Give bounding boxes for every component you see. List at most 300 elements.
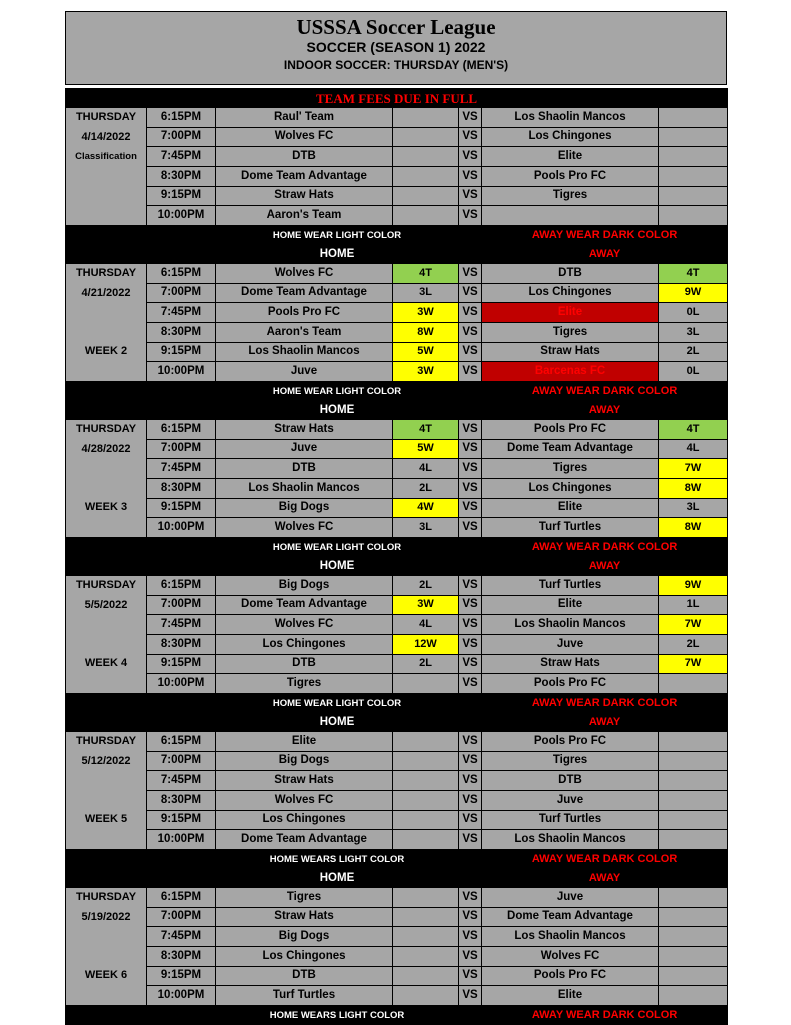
home-score [393,206,459,226]
away-heading: AWAY [482,557,728,576]
fees-banner: TEAM FEES DUE IN FULL [66,89,728,108]
game-row [66,771,728,791]
away-team: Elite [482,303,659,323]
game-row [66,186,728,206]
home-score [393,986,459,1006]
home-score: 2L [393,478,459,498]
away-team: Tigres [482,186,659,206]
away-heading: AWAY [482,713,728,732]
game-time: 9:15PM [147,186,216,206]
home-score: 12W [393,634,459,654]
away-score [659,186,728,206]
game-time: 9:15PM [147,810,216,830]
home-score: 4L [393,615,459,635]
vs-label: VS [459,907,482,927]
game-time: 10:00PM [147,206,216,226]
spacer [459,245,482,264]
home-score: 8W [393,322,459,342]
vs-label: VS [459,674,482,694]
game-time: 9:15PM [147,966,216,986]
game-row [66,362,728,382]
game-time: 6:15PM [147,732,216,752]
wear-row [66,1006,728,1025]
game-row [66,790,728,810]
home-away-row [66,401,728,420]
home-score: 2L [393,654,459,674]
vs-label: VS [459,771,482,791]
away-team: Elite [482,498,659,518]
week-day: THURSDAY [75,579,137,591]
home-score [393,674,459,694]
home-wear-note: HOME WEARS LIGHT COLOR [216,1006,459,1025]
vs-label: VS [459,420,482,440]
vs-label: VS [459,439,482,459]
home-score: 3W [393,362,459,382]
away-team: Tigres [482,751,659,771]
away-score [659,127,728,147]
away-team: Barcenas FC [482,362,659,382]
vs-label: VS [459,927,482,947]
week-date: 5/5/2022 [84,598,128,611]
away-score [659,810,728,830]
spacer [66,713,216,732]
week-day: THURSDAY [75,735,137,747]
spacer [459,401,482,420]
game-time: 8:30PM [147,478,216,498]
away-heading: AWAY [482,245,728,264]
away-score: 7W [659,615,728,635]
game-time: 7:45PM [147,615,216,635]
vs-label: VS [459,654,482,674]
game-row [66,927,728,947]
week-label: Classification [75,151,137,162]
vs-label: VS [459,751,482,771]
away-team: DTB [482,264,659,284]
home-score [393,966,459,986]
game-row [66,830,728,850]
away-wear-note: AWAY WEAR DARK COLOR [482,538,728,557]
home-team: Tigres [216,674,393,694]
away-score [659,108,728,128]
league-title: USSSA Soccer League [296,15,496,39]
home-team: Elite [216,732,393,752]
home-score [393,946,459,966]
title-box [65,11,727,85]
vs-label: VS [459,576,482,596]
season-title: SOCCER (SEASON 1) 2022 [306,39,486,55]
spacer [459,538,482,557]
away-score [659,674,728,694]
away-score [659,830,728,850]
vs-label: VS [459,790,482,810]
spacer [66,850,216,869]
vs-label: VS [459,303,482,323]
away-score: 4T [659,420,728,440]
home-team: Juve [216,362,393,382]
game-time: 7:00PM [147,907,216,927]
away-score: 2L [659,634,728,654]
week-label: WEEK 4 [84,657,128,669]
home-team: Raul' Team [216,108,393,128]
game-time: 7:00PM [147,283,216,303]
game-row [66,478,728,498]
away-team: Los Chingones [482,478,659,498]
away-team: Juve [482,888,659,908]
home-wear-note: HOME WEAR LIGHT COLOR [216,538,459,557]
spacer [66,694,216,713]
game-row [66,166,728,186]
week-label: WEEK 5 [84,813,128,825]
away-team: Los Shaolin Mancos [482,615,659,635]
away-score: 0L [659,362,728,382]
game-row [66,518,728,538]
vs-label: VS [459,615,482,635]
away-team [482,206,659,226]
away-team: Los Shaolin Mancos [482,108,659,128]
home-team: Big Dogs [216,498,393,518]
week-date: 4/14/2022 [81,130,131,143]
spacer [459,382,482,401]
game-time: 7:45PM [147,147,216,167]
week-date: 4/28/2022 [81,442,131,455]
home-score: 3L [393,283,459,303]
home-team: Wolves FC [216,615,393,635]
home-team: Wolves FC [216,264,393,284]
home-score: 4L [393,459,459,479]
away-team: Wolves FC [482,946,659,966]
away-score [659,751,728,771]
game-row [66,439,728,459]
away-team: Pools Pro FC [482,420,659,440]
home-score: 5W [393,439,459,459]
schedule-sheet [65,11,727,1025]
home-team: Dome Team Advantage [216,283,393,303]
game-time: 8:30PM [147,946,216,966]
wear-row [66,382,728,401]
game-row [66,810,728,830]
vs-label: VS [459,498,482,518]
game-row [66,966,728,986]
away-score: 8W [659,478,728,498]
home-heading: HOME [216,713,459,732]
week-date: 4/21/2022 [81,286,131,299]
home-team: Turf Turtles [216,986,393,1006]
week-label: WEEK 2 [84,345,128,357]
away-wear-note: AWAY WEAR DARK COLOR [482,694,728,713]
home-score [393,732,459,752]
spacer [459,694,482,713]
home-score [393,927,459,947]
away-team: Turf Turtles [482,576,659,596]
home-score [393,751,459,771]
game-row [66,654,728,674]
home-team: Big Dogs [216,751,393,771]
away-score: 7W [659,654,728,674]
home-score: 5W [393,342,459,362]
week-info [66,732,147,850]
spacer [459,226,482,245]
game-row [66,576,728,596]
game-time: 9:15PM [147,342,216,362]
home-team: Dome Team Advantage [216,595,393,615]
vs-label: VS [459,147,482,167]
home-team: Los Chingones [216,634,393,654]
game-time: 7:00PM [147,439,216,459]
game-time: 8:30PM [147,790,216,810]
away-team: DTB [482,771,659,791]
home-team: Big Dogs [216,576,393,596]
home-team: Aaron's Team [216,322,393,342]
game-row [66,303,728,323]
away-wear-note: AWAY WEAR DARK COLOR [482,1006,728,1025]
vs-label: VS [459,888,482,908]
spacer [459,1006,482,1025]
vs-label: VS [459,459,482,479]
game-row [66,342,728,362]
game-time: 7:00PM [147,127,216,147]
spacer [66,401,216,420]
away-team: Pools Pro FC [482,966,659,986]
home-team: Wolves FC [216,790,393,810]
home-team: Straw Hats [216,186,393,206]
game-time: 6:15PM [147,264,216,284]
week-info [66,888,147,1006]
away-score [659,888,728,908]
away-wear-note: AWAY WEAR DARK COLOR [482,382,728,401]
away-score: 4L [659,439,728,459]
home-team: Dome Team Advantage [216,166,393,186]
game-time: 7:45PM [147,927,216,947]
game-time: 10:00PM [147,674,216,694]
week-day: THURSDAY [75,267,137,279]
away-score: 0L [659,303,728,323]
away-team: Los Shaolin Mancos [482,927,659,947]
away-team: Pools Pro FC [482,166,659,186]
spacer [66,869,216,888]
vs-label: VS [459,264,482,284]
game-time: 8:30PM [147,166,216,186]
away-score [659,166,728,186]
week-label: WEEK 6 [84,969,128,981]
vs-label: VS [459,342,482,362]
away-score [659,206,728,226]
vs-label: VS [459,986,482,1006]
home-team: Pools Pro FC [216,303,393,323]
game-time: 10:00PM [147,362,216,382]
game-row [66,946,728,966]
away-team: Juve [482,790,659,810]
home-team: Juve [216,439,393,459]
home-team: DTB [216,147,393,167]
vs-label: VS [459,127,482,147]
vs-label: VS [459,362,482,382]
away-score: 2L [659,342,728,362]
home-score [393,108,459,128]
week-day: THURSDAY [75,111,137,123]
game-time: 7:45PM [147,303,216,323]
game-row [66,264,728,284]
game-row [66,907,728,927]
away-team: Los Chingones [482,283,659,303]
home-heading: HOME [216,557,459,576]
week-info [66,264,147,382]
week-info [66,420,147,538]
home-wear-note: HOME WEARS LIGHT COLOR [216,850,459,869]
game-row [66,595,728,615]
spacer [459,557,482,576]
game-time: 8:30PM [147,322,216,342]
vs-label: VS [459,946,482,966]
away-score: 9W [659,283,728,303]
away-team: Pools Pro FC [482,674,659,694]
game-row [66,732,728,752]
game-row [66,147,728,167]
away-team: Dome Team Advantage [482,907,659,927]
home-score: 4W [393,498,459,518]
away-score [659,986,728,1006]
game-row [66,283,728,303]
game-time: 10:00PM [147,830,216,850]
away-score [659,927,728,947]
away-score: 4T [659,264,728,284]
home-team: DTB [216,654,393,674]
away-team: Straw Hats [482,654,659,674]
wear-row [66,850,728,869]
home-away-row [66,713,728,732]
home-team: Wolves FC [216,127,393,147]
game-time: 7:45PM [147,771,216,791]
wear-row [66,538,728,557]
vs-label: VS [459,634,482,654]
home-score [393,771,459,791]
away-team: Los Shaolin Mancos [482,830,659,850]
spacer [459,869,482,888]
away-team: Elite [482,986,659,1006]
away-team: Turf Turtles [482,810,659,830]
home-team: DTB [216,966,393,986]
fees-banner-row [66,89,728,108]
away-score: 1L [659,595,728,615]
game-time: 9:15PM [147,498,216,518]
game-time: 6:15PM [147,108,216,128]
home-away-row [66,245,728,264]
home-team: Los Chingones [216,946,393,966]
home-score [393,790,459,810]
spacer [66,226,216,245]
game-row [66,322,728,342]
away-score: 8W [659,518,728,538]
home-score: 4T [393,264,459,284]
away-score: 9W [659,576,728,596]
vs-label: VS [459,478,482,498]
home-team: Straw Hats [216,420,393,440]
wear-row [66,226,728,245]
away-score [659,966,728,986]
week-info [66,108,147,226]
week-label: WEEK 3 [84,501,128,513]
game-time: 7:00PM [147,751,216,771]
away-score [659,771,728,791]
spacer [66,538,216,557]
home-score: 4T [393,420,459,440]
home-score: 3L [393,518,459,538]
home-wear-note: HOME WEAR LIGHT COLOR [216,694,459,713]
away-team: Tigres [482,322,659,342]
game-row [66,888,728,908]
away-wear-note: AWAY WEAR DARK COLOR [482,850,728,869]
home-team: Tigres [216,888,393,908]
game-time: 10:00PM [147,986,216,1006]
home-heading: HOME [216,401,459,420]
wear-row [66,694,728,713]
game-row [66,108,728,128]
vs-label: VS [459,166,482,186]
game-time: 7:45PM [147,459,216,479]
away-team: Dome Team Advantage [482,439,659,459]
away-team: Los Chingones [482,127,659,147]
game-time: 10:00PM [147,518,216,538]
spacer [66,245,216,264]
home-wear-note: HOME WEAR LIGHT COLOR [216,226,459,245]
vs-label: VS [459,186,482,206]
game-row [66,615,728,635]
home-wear-note: HOME WEAR LIGHT COLOR [216,382,459,401]
away-team: Pools Pro FC [482,732,659,752]
away-heading: AWAY [482,869,728,888]
spacer [66,1006,216,1025]
week-date: 5/19/2022 [81,910,131,923]
home-heading: HOME [216,869,459,888]
game-time: 7:00PM [147,595,216,615]
home-team: Straw Hats [216,771,393,791]
game-row [66,498,728,518]
game-row [66,634,728,654]
home-team: Los Chingones [216,810,393,830]
game-time: 9:15PM [147,654,216,674]
game-time: 6:15PM [147,420,216,440]
home-heading: HOME [216,245,459,264]
away-score: 7W [659,459,728,479]
home-score: 2L [393,576,459,596]
vs-label: VS [459,810,482,830]
week-day: THURSDAY [75,891,137,903]
away-wear-note: AWAY WEAR DARK COLOR [482,226,728,245]
schedule-table [65,88,728,1025]
week-info [66,576,147,694]
home-score: 3W [393,303,459,323]
spacer [459,850,482,869]
home-team: Dome Team Advantage [216,830,393,850]
away-score [659,790,728,810]
game-row [66,986,728,1006]
vs-label: VS [459,595,482,615]
game-row [66,206,728,226]
vs-label: VS [459,206,482,226]
vs-label: VS [459,732,482,752]
game-time: 6:15PM [147,576,216,596]
vs-label: VS [459,518,482,538]
away-score [659,907,728,927]
home-away-row [66,869,728,888]
game-time: 6:15PM [147,888,216,908]
away-heading: AWAY [482,401,728,420]
away-team: Straw Hats [482,342,659,362]
home-score [393,830,459,850]
home-team: Los Shaolin Mancos [216,478,393,498]
home-team: Big Dogs [216,927,393,947]
away-team: Juve [482,634,659,654]
home-away-row [66,557,728,576]
